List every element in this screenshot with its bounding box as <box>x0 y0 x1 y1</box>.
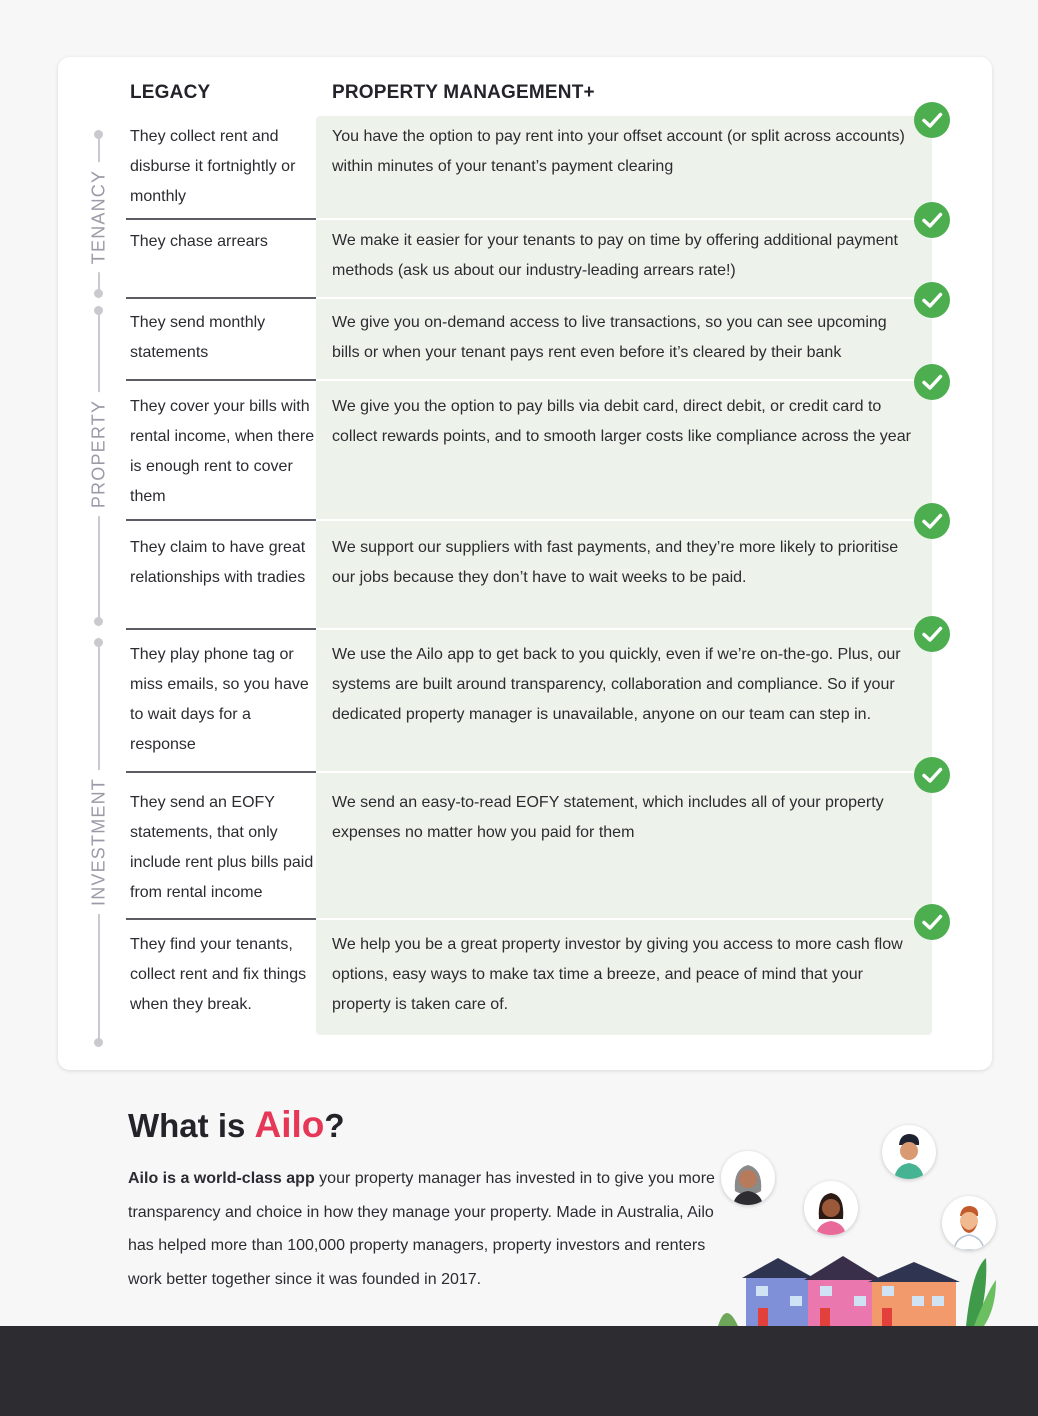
section-label-tenancy: TENANCY <box>89 162 110 272</box>
pm-item: We give you on-demand access to live transactions, so you can see upcoming bills or when your tenant pays rent even before it’s cleared by their bank <box>332 314 887 361</box>
pm-item: We use the Ailo app to get back to you quickly, even if we’re on-the-go. Plus, our systems are built around transparency, collaboration and compliance. So if your dedicated property manager is unavailable, anyone on our team can step in. <box>332 646 901 723</box>
row-divider <box>126 628 316 630</box>
check-icon <box>914 757 950 793</box>
check-icon <box>914 202 950 238</box>
avatar-person-bearded-icon <box>942 1196 996 1250</box>
row-divider <box>126 519 316 521</box>
pm-item: We help you be a great property investor by giving you access to more cash flow options, easy ways to make tax time a breeze, and peace of mind that your property is taken care of. <box>332 936 903 1013</box>
avatar-person-man-icon <box>882 1125 936 1179</box>
legacy-item: They chase arrears <box>130 233 268 250</box>
timeline-dot <box>94 638 103 647</box>
pm-item: We support our suppliers with fast payments, and they’re more likely to prioritise our jobs because they don’t have to wait weeks to be paid. <box>332 539 899 586</box>
pm-item: We make it easier for your tenants to pay on time by offering additional payment methods (ask us about our industry-leading arrears rate!) <box>332 232 898 279</box>
row-divider <box>316 379 932 381</box>
legacy-item: They find your tenants, collect rent and fix things when they break. <box>130 936 307 1013</box>
brand-name: Ailo <box>254 1104 325 1145</box>
timeline-dot <box>94 1038 103 1047</box>
avatar-person-woman-icon <box>804 1181 858 1235</box>
pm-item: You have the option to pay rent into your offset account (or split across accounts) within minutes of your tenant’s payment clearing <box>332 128 905 175</box>
legacy-item: They play phone tag or miss emails, so you have to wait days for a response <box>130 646 309 753</box>
section-label-investment: INVESTMENT <box>89 770 110 914</box>
row-divider <box>126 379 316 381</box>
pm-header: PROPERTY MANAGEMENT+ <box>332 82 595 103</box>
legacy-item: They send monthly statements <box>130 314 266 361</box>
houses-illustration-icon <box>716 1250 1006 1326</box>
about-paragraph-rest: your property manager has invested in to give you more transparency and choice in how they manage your property. Made in Australia, Ailo has helped more than 100,000 property managers, property investors and renters work better together since it was founded in 2017. <box>128 1170 715 1288</box>
row-divider <box>316 218 932 220</box>
check-icon <box>914 102 950 138</box>
row-divider <box>126 918 316 920</box>
pm-item: We send an easy-to-read EOFY statement, which includes all of your property expenses no matter how you paid for them <box>332 794 884 841</box>
footer-bar <box>0 1326 1038 1416</box>
about-title-suffix: ? <box>324 1107 345 1144</box>
timeline-dot <box>94 289 103 298</box>
about-title-prefix: What is <box>128 1107 255 1144</box>
legacy-item: They send an EOFY statements, that only include rent plus bills paid from rental income <box>130 794 314 901</box>
row-divider <box>126 218 316 220</box>
about-title <box>128 1104 345 1146</box>
timeline-dot <box>94 306 103 315</box>
row-divider <box>316 297 932 299</box>
check-icon <box>914 364 950 400</box>
row-divider <box>316 628 932 630</box>
check-icon <box>914 616 950 652</box>
timeline-dot <box>94 130 103 139</box>
row-divider <box>316 519 932 521</box>
legacy-header: LEGACY <box>130 82 211 103</box>
row-divider <box>316 918 932 920</box>
section-label-property: PROPERTY <box>89 392 110 516</box>
timeline-dot <box>94 617 103 626</box>
pm-item: We give you the option to pay bills via debit card, direct debit, or credit card to collect rewards points, and to smooth larger costs like compliance across the year <box>332 398 911 445</box>
legacy-item: They claim to have great relationships with tradies <box>130 539 306 586</box>
about-paragraph-bold: Ailo is a world-class app <box>128 1170 315 1187</box>
check-icon <box>914 282 950 318</box>
legacy-item: They collect rent and disburse it fortnightly or monthly <box>130 128 296 205</box>
about-paragraph <box>128 1162 738 1296</box>
check-icon <box>914 904 950 940</box>
row-divider <box>126 771 316 773</box>
row-divider <box>316 771 932 773</box>
row-divider <box>126 297 316 299</box>
avatar-person-grey-hair-icon <box>721 1151 775 1205</box>
legacy-item: They cover your bills with rental income, when there is enough rent to cover them <box>130 398 315 505</box>
check-icon <box>914 503 950 539</box>
